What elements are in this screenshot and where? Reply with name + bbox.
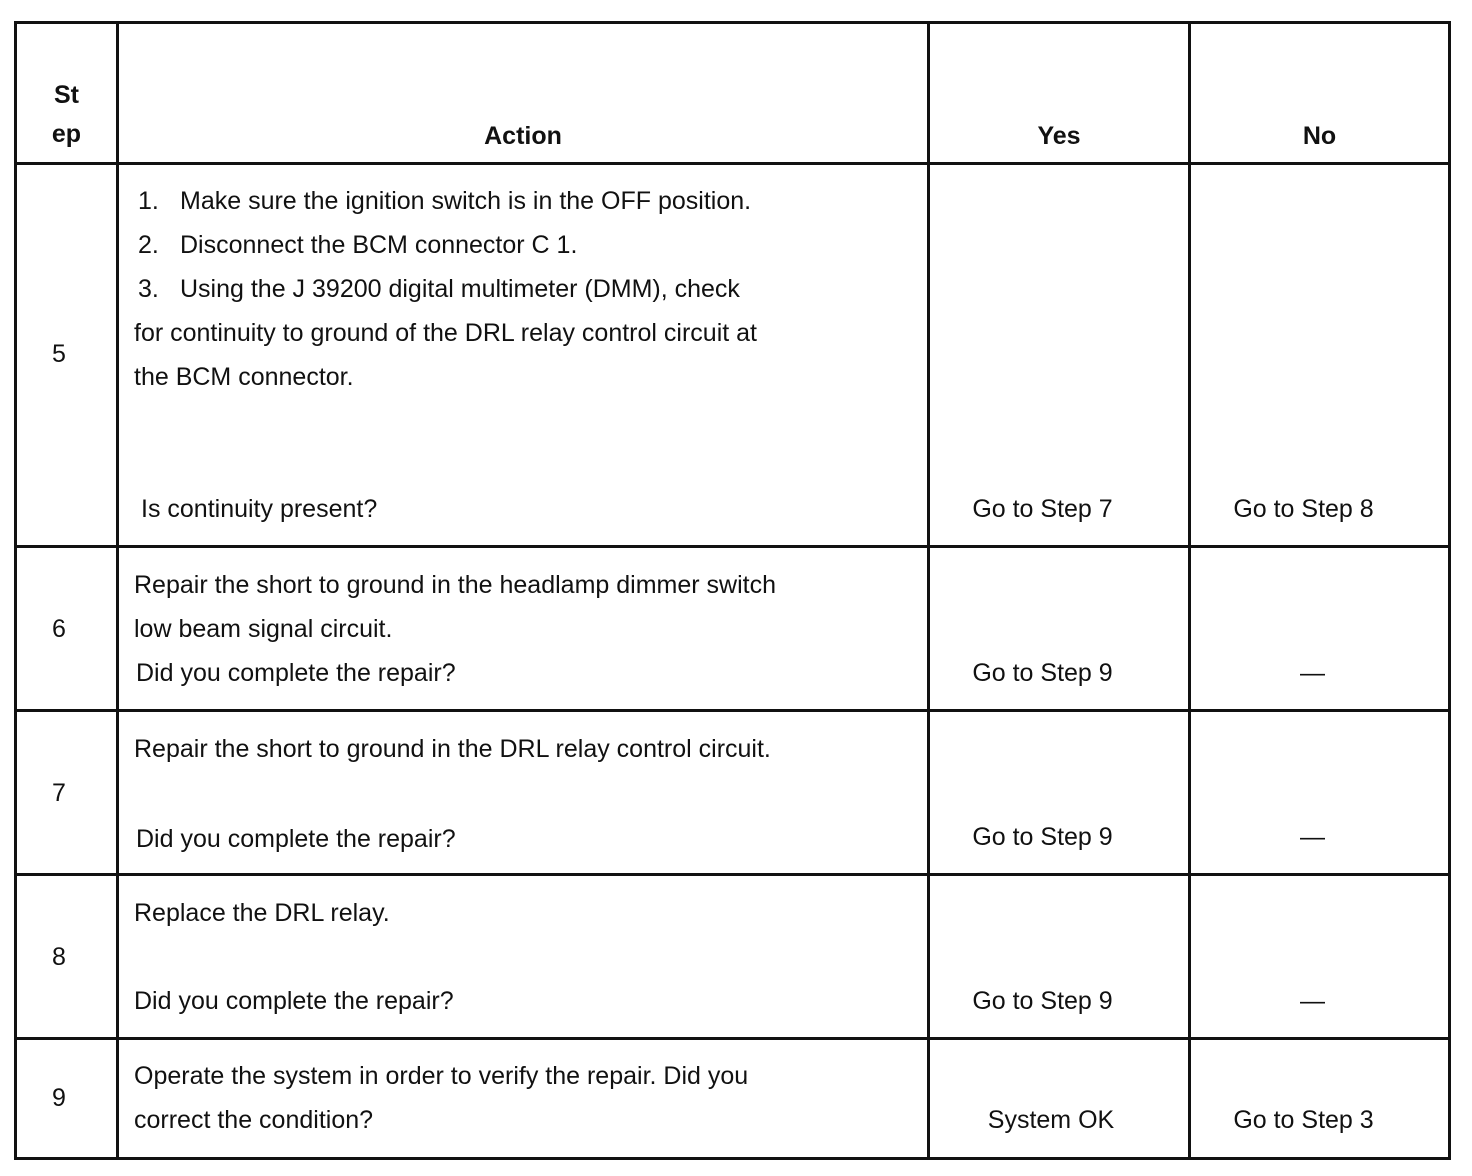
header-step-line2: ep [51,120,82,148]
action-text: the BCM connector. [134,363,354,391]
step-number: 7 [52,779,66,807]
grid-line-row8-bottom [14,1037,1451,1040]
action-list-item [134,267,924,311]
action-text: low beam signal circuit. [134,615,393,643]
action-text: Repair the short to ground in the headlamp dimmer switch [134,571,776,599]
grid-line-header-bottom [14,162,1451,165]
grid-line-step-action [116,21,119,1160]
no-result: — [1300,823,1325,851]
no-result: — [1300,987,1325,1015]
action-text: correct the condition? [134,1106,374,1134]
action-question: Did you complete the repair? [134,987,454,1015]
header-action: Action [484,122,562,150]
grid-line-row6-bottom [14,709,1451,712]
action-list-item [134,223,924,267]
grid-line-top [14,21,1451,24]
header-step-line1: St [54,81,79,109]
yes-result: Go to Step 9 [972,823,1113,851]
header-step [17,76,116,154]
grid-line-row7-bottom [14,873,1451,876]
action-question: Did you complete the repair? [136,659,456,687]
action-list [134,179,924,399]
header-no: No [1302,122,1337,150]
action-text: for continuity to ground of the DRL relay control circuit at [134,319,757,347]
yes-result: Go to Step 7 [972,495,1113,523]
list-text: Disconnect the BCM connector C 1. [180,231,578,259]
action-list-item [134,179,924,223]
yes-result: System OK [987,1106,1115,1134]
action-text: Replace the DRL relay. [134,899,390,927]
grid-line-bottom [14,1157,1451,1160]
list-number: 2. [138,231,159,259]
grid-line-right [1448,21,1451,1160]
action-text: Operate the system in order to verify the repair. Did you [134,1062,749,1090]
yes-result: Go to Step 9 [972,987,1113,1015]
list-text: Using the J 39200 digital multimeter (DMM), check [180,275,740,303]
step-number: 6 [52,615,66,643]
grid-line-left [14,21,17,1160]
yes-result: Go to Step 9 [972,659,1113,687]
step-number: 8 [52,943,66,971]
list-number: 1. [138,187,159,215]
no-result: Go to Step 3 [1233,1106,1374,1134]
action-text: Repair the short to ground in the DRL relay control circuit. [134,735,771,763]
list-number: 3. [138,275,159,303]
action-question: Did you complete the repair? [136,825,456,853]
grid-line-row5-bottom [14,545,1451,548]
step-number: 5 [52,340,66,368]
header-yes: Yes [1037,122,1081,150]
action-question: Is continuity present? [141,495,378,523]
no-result: Go to Step 8 [1233,495,1374,523]
list-text: Make sure the ignition switch is in the OFF position. [180,187,752,215]
no-result: — [1300,659,1325,687]
step-number: 9 [52,1084,66,1112]
